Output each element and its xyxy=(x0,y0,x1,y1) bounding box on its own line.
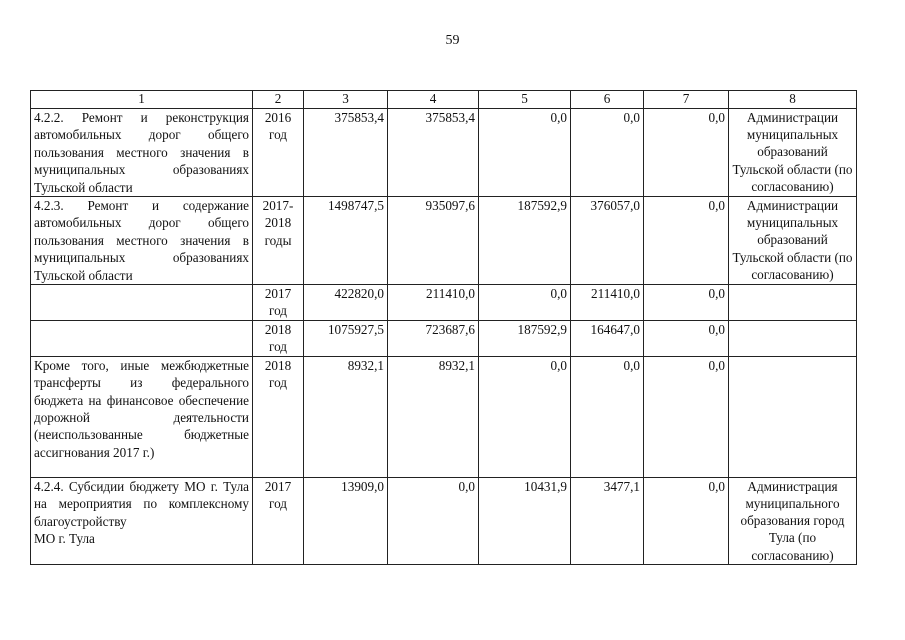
executor-cell: Администрации муниципальных образований Тульской области (по согласованию) xyxy=(729,109,857,197)
page-number: 59 xyxy=(445,33,460,48)
table-row xyxy=(31,285,857,321)
table-row xyxy=(31,320,857,356)
executor-cell xyxy=(729,285,857,321)
value-cell: 0,0 xyxy=(644,285,729,321)
column-number-row xyxy=(31,91,857,109)
description-text: Кроме того, иные межбюджетные трансферты из федерального бюджета на финансовое обеспечение дорожной деятельности (неиспользованные бюджетные xyxy=(34,357,249,443)
program-measures-table xyxy=(30,90,857,565)
description-text: 4.2.2. Ремонт и реконструкция автомобильных дорог общего пользования местного значения в муниципальных образованиях xyxy=(34,110,249,178)
executor-cell xyxy=(729,320,857,356)
measure-description xyxy=(31,320,253,356)
column-header: 5 xyxy=(479,91,571,109)
period-cell: 2016 год xyxy=(253,109,304,197)
column-header: 8 xyxy=(729,91,857,109)
period-cell: 2017 год xyxy=(253,285,304,321)
column-header: 2 xyxy=(253,91,304,109)
value-cell: 0,0 xyxy=(644,477,729,564)
period-cell: 2017-2018 годы xyxy=(253,197,304,285)
measure-description xyxy=(31,109,253,197)
value-cell: 723687,6 xyxy=(388,320,479,356)
description-last-line: Тульской области xyxy=(34,179,133,195)
table-row xyxy=(31,356,857,477)
description-text: 4.2.4. Субсидии бюджету МО г. Тула на мероприятия по комплексному благоустройству xyxy=(34,478,249,529)
value-cell: 0,0 xyxy=(644,320,729,356)
value-cell: 8932,1 xyxy=(304,356,388,477)
value-cell: 211410,0 xyxy=(571,285,644,321)
value-cell: 13909,0 xyxy=(304,477,388,564)
value-cell: 187592,9 xyxy=(479,197,571,285)
description-last-line: Тульской области xyxy=(34,267,133,283)
value-cell: 422820,0 xyxy=(304,285,388,321)
value-cell: 375853,4 xyxy=(388,109,479,197)
measure-description xyxy=(31,285,253,321)
value-cell: 0,0 xyxy=(479,356,571,477)
value-cell: 187592,9 xyxy=(479,320,571,356)
table-row xyxy=(31,477,857,564)
table-row xyxy=(31,197,857,285)
value-cell: 0,0 xyxy=(388,477,479,564)
value-cell: 0,0 xyxy=(479,109,571,197)
value-cell: 0,0 xyxy=(644,197,729,285)
value-cell: 0,0 xyxy=(571,356,644,477)
executor-cell xyxy=(729,356,857,477)
table-row xyxy=(31,109,857,197)
description-last-line: ассигнования 2017 г.) xyxy=(34,444,155,460)
column-header: 7 xyxy=(644,91,729,109)
column-header: 6 xyxy=(571,91,644,109)
period-cell: 2017 год xyxy=(253,477,304,564)
value-cell: 376057,0 xyxy=(571,197,644,285)
executor-cell: Администрации муниципальных образований Тульской области (по согласованию) xyxy=(729,197,857,285)
description-last-line: МО г. Тула xyxy=(34,530,95,546)
value-cell: 3477,1 xyxy=(571,477,644,564)
value-cell: 1075927,5 xyxy=(304,320,388,356)
column-header: 3 xyxy=(304,91,388,109)
measure-description xyxy=(31,197,253,285)
value-cell: 0,0 xyxy=(644,109,729,197)
value-cell: 0,0 xyxy=(479,285,571,321)
measure-description xyxy=(31,356,253,477)
executor-cell: Администрация муниципального образования город Тула (по согласованию) xyxy=(729,477,857,564)
value-cell: 211410,0 xyxy=(388,285,479,321)
value-cell: 8932,1 xyxy=(388,356,479,477)
description-text: 4.2.3. Ремонт и содержание автомобильных дорог общего пользования местного значения в муниципальных образованиях xyxy=(34,198,249,266)
period-cell: 2018 год xyxy=(253,320,304,356)
value-cell: 10431,9 xyxy=(479,477,571,564)
period-cell: 2018 год xyxy=(253,356,304,477)
value-cell: 0,0 xyxy=(644,356,729,477)
value-cell: 375853,4 xyxy=(304,109,388,197)
column-header: 1 xyxy=(31,91,253,109)
value-cell: 0,0 xyxy=(571,109,644,197)
value-cell: 1498747,5 xyxy=(304,197,388,285)
measure-description xyxy=(31,477,253,564)
value-cell: 164647,0 xyxy=(571,320,644,356)
column-header: 4 xyxy=(388,91,479,109)
value-cell: 935097,6 xyxy=(388,197,479,285)
